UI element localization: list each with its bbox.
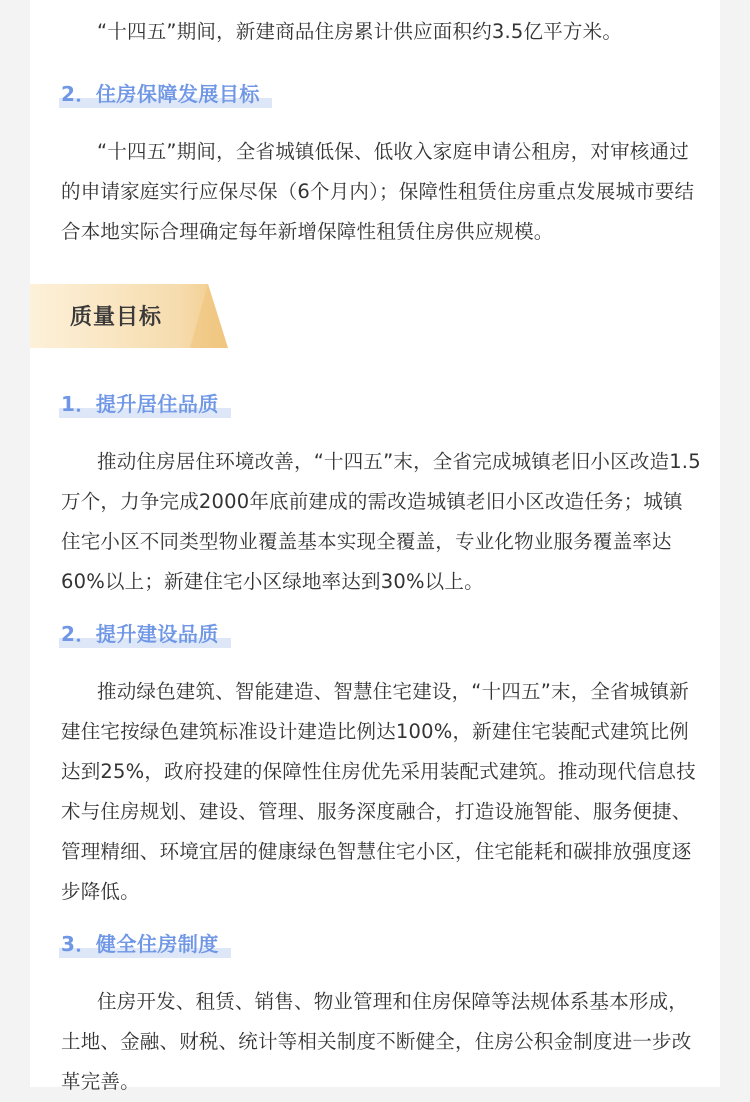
banner-title: 质量目标	[70, 305, 163, 330]
construction-quality-paragraph: 推动绿色建筑、智能建造、智慧住宅建设，“十四五”末，全省城镇新建住宅按绿色建筑标准设计建造比例达100%，新建住宅装配式建筑比例达到25%，政府投建的保障性住房优先采用装配式建筑。推动现代信息技术与住房规划、建设、管理、服务深度融合，打造设施智能、服务便捷、管理精细、环境宜居的健康绿色智慧住宅小区，住宅能耗和碳排放强度逐步降低。	[61, 680, 696, 903]
section-subtitle-living-quality: 1．提升居住品质	[61, 390, 219, 418]
section-subtitle-housing-system: 3．健全住房制度	[61, 930, 219, 958]
living-quality-paragraph: 推动住房居住环境改善，“十四五”末，全省完成城镇老旧小区改造1.5万个，力争完成2000年底前建成的需改造城镇老旧小区改造任务；城镇住宅小区不同类型物业覆盖基本实现全覆盖，专业化物业服务覆盖率达60%以上；新建住宅小区绿地率达到30%以上。	[61, 450, 701, 593]
section-subtitle-housing-security: 2．住房保障发展目标	[61, 80, 260, 108]
section-subtitle-construction-quality: 2．提升建设品质	[61, 620, 219, 648]
intro-paragraph: “十四五”期间，新建商品住房累计供应面积约3.5亿平方米。	[97, 20, 623, 43]
housing-system-paragraph: 住房开发、租赁、销售、物业管理和住房保障等法规体系基本形成，土地、金融、财税、统计等相关制度不断健全，住房公积金制度进一步改革完善。	[61, 990, 692, 1093]
housing-security-paragraph: “十四五”期间，全省城镇低保、低收入家庭申请公租房，对审核通过的申请家庭实行应保尽保（6个月内）；保障性租赁住房重点发展城市要结合本地实际合理确定每年新增保障性租赁住房供应规模。	[61, 140, 695, 243]
section-banner-quality	[30, 284, 228, 348]
